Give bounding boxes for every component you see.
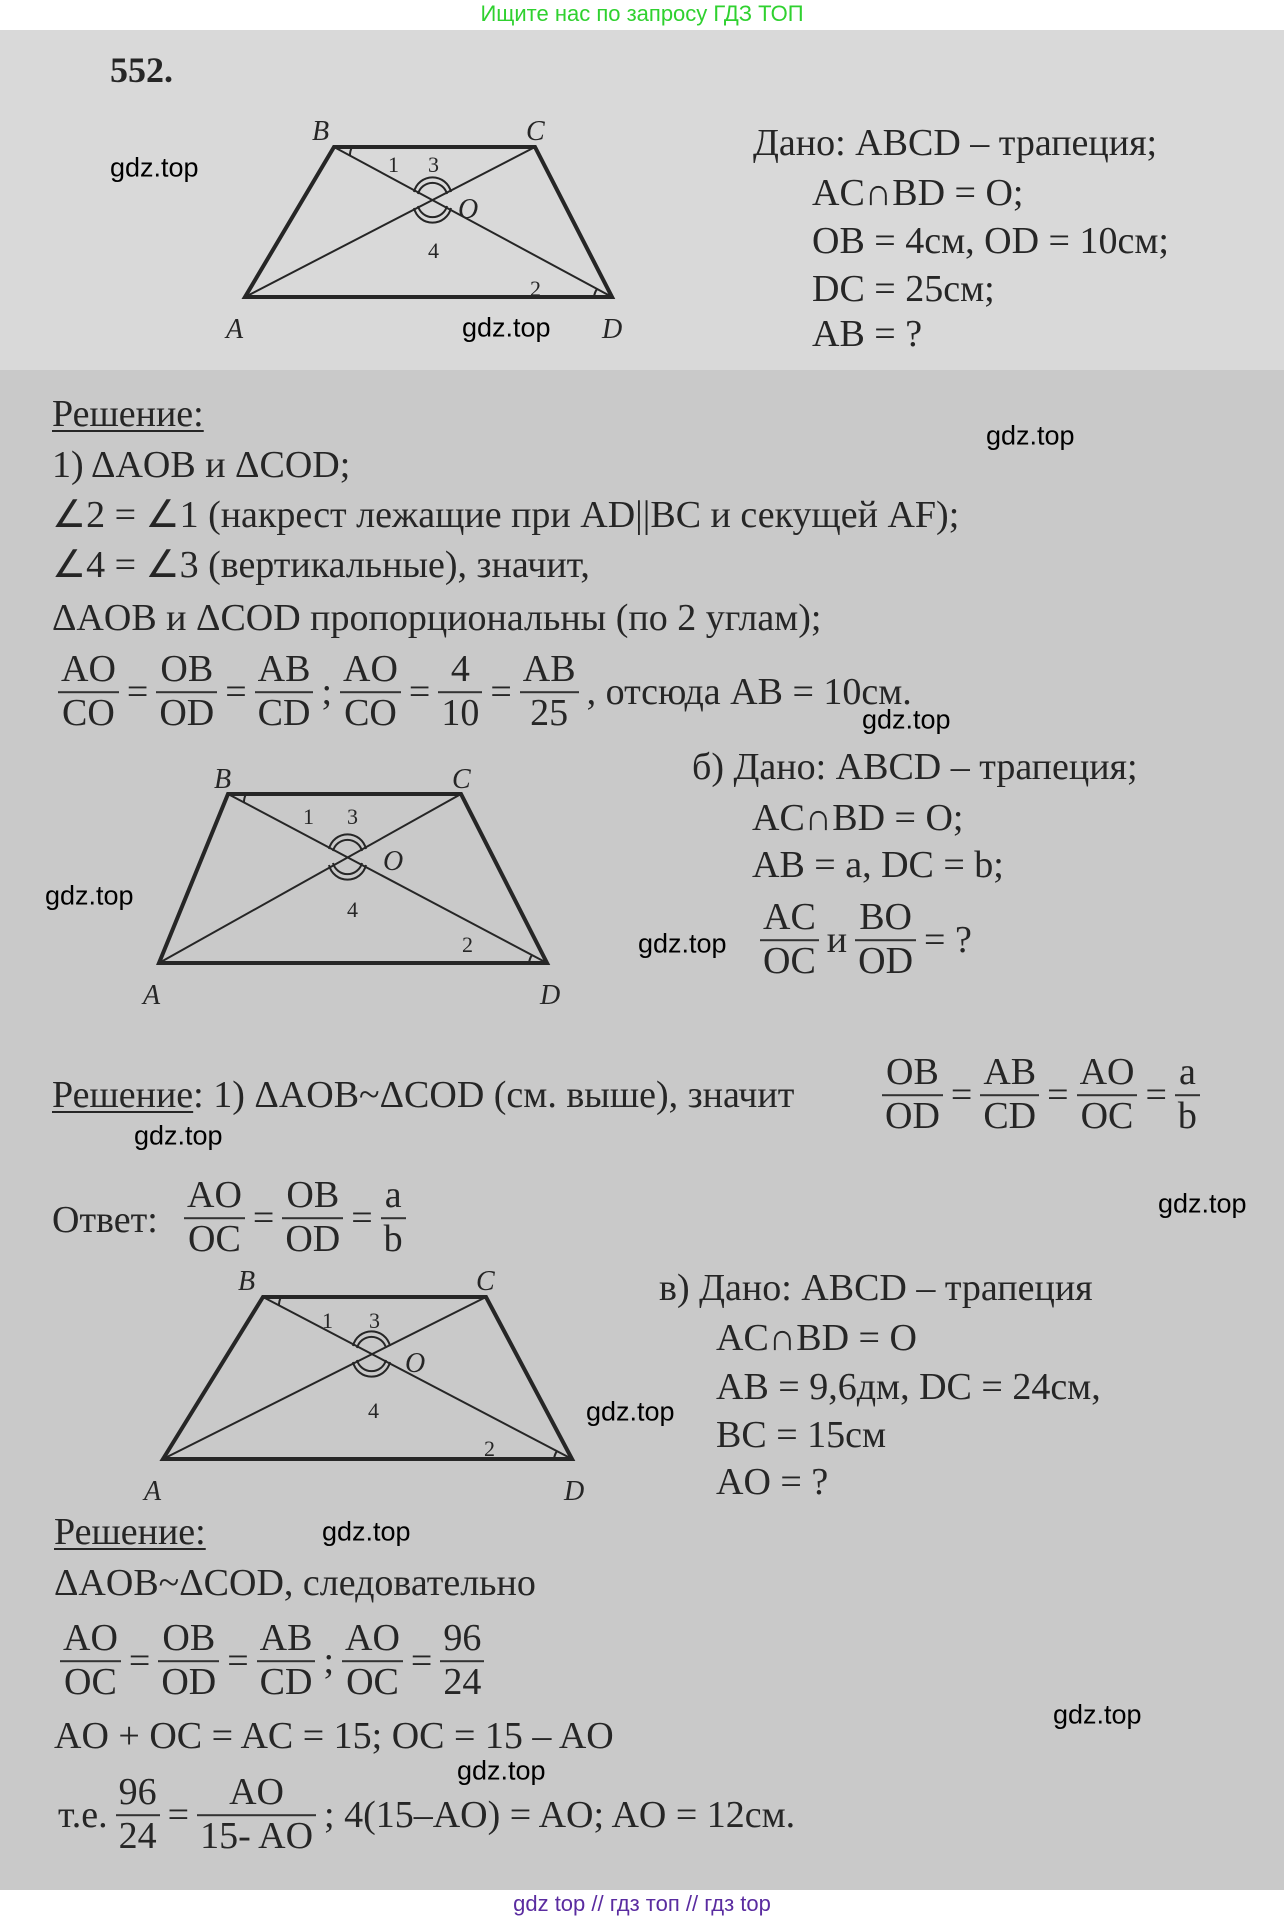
svg-text:D: D — [564, 1476, 585, 1507]
numerator: AO — [63, 1617, 118, 1660]
watermark: gdz.top — [1053, 1699, 1142, 1730]
watermark: gdz.top — [586, 1396, 675, 1427]
solution-a-line: ∠4 = ∠3 (вертикальные), значит, — [52, 544, 590, 586]
given-a-line: DC = 25см; — [812, 268, 995, 310]
solution-b-heading: Решение — [52, 1074, 194, 1116]
watermark: gdz.top — [110, 152, 199, 183]
given-c-line: AC∩BD = O — [716, 1317, 917, 1359]
svg-text:A: A — [144, 1476, 162, 1507]
math-operator: ; — [321, 671, 333, 713]
given-a-line: Дано: ABCD – трапеция; — [753, 122, 1158, 164]
given-a-line: AB = ? — [812, 313, 923, 355]
svg-text:O: O — [458, 194, 479, 225]
svg-text:4: 4 — [368, 1398, 379, 1423]
numerator: OB — [286, 1174, 340, 1217]
svg-text:D: D — [602, 314, 623, 345]
diagram-c — [163, 1297, 572, 1459]
numerator: 96 — [443, 1617, 482, 1660]
svg-text:4: 4 — [347, 897, 358, 922]
fraction — [381, 1175, 406, 1261]
solution-row-b — [878, 1052, 1204, 1138]
watermark: gdz.top — [986, 420, 1075, 451]
numerator: AO — [343, 648, 398, 691]
denominator: OC — [763, 940, 816, 982]
solution-a-line: ΔAOB и ΔCOD пропорциональны (по 2 углам); — [52, 597, 822, 639]
svg-text:2: 2 — [462, 932, 473, 957]
math-operator: = — [225, 671, 247, 713]
denominator: b — [1177, 1095, 1197, 1137]
svg-text:2: 2 — [530, 276, 541, 301]
fraction — [156, 649, 217, 735]
svg-text:A: A — [143, 980, 161, 1011]
fraction — [184, 1175, 245, 1261]
math-operator: = — [167, 1794, 190, 1836]
math-operator: = — [1047, 1074, 1069, 1116]
math-operator: = — [410, 1640, 433, 1682]
math-operator: = — [1145, 1074, 1167, 1116]
watermark: gdz.top — [45, 880, 134, 911]
ratio-row-c — [56, 1618, 488, 1704]
answer-row — [180, 1175, 410, 1261]
diagram-b-labels — [141, 764, 560, 1011]
denominator: OD — [159, 692, 215, 734]
math-operator: ; 4(15–AO) = AO; AO = 12см. — [324, 1794, 796, 1836]
svg-text:C: C — [526, 116, 545, 147]
given-a-line: OB = 4см, OD = 10см; — [812, 220, 1169, 262]
numerator: a — [1178, 1051, 1196, 1094]
fraction — [340, 649, 401, 735]
denominator: 10 — [441, 692, 480, 734]
numerator: OB — [886, 1051, 939, 1094]
numerator: AO — [1079, 1051, 1135, 1094]
numerator: AB — [259, 1617, 313, 1660]
svg-text:B: B — [312, 116, 330, 147]
numerator: AB — [522, 648, 576, 691]
numerator: AC — [763, 896, 816, 939]
header-banner[interactable]: Ищите нас по запросу ГДЗ ТОП — [480, 1, 804, 26]
denominator: OD — [285, 1218, 341, 1260]
watermark: gdz.top — [457, 1755, 546, 1786]
denominator: OC — [64, 1661, 117, 1703]
math-operator: = — [252, 1197, 275, 1239]
denominator: CO — [62, 692, 115, 734]
numerator: AB — [983, 1051, 1037, 1094]
math-operator: = — [950, 1074, 973, 1116]
svg-text:3: 3 — [369, 1308, 380, 1333]
svg-text:2: 2 — [484, 1436, 495, 1461]
svg-text:O: O — [383, 846, 404, 877]
watermark: gdz.top — [638, 928, 727, 959]
numerator: AO — [187, 1174, 242, 1217]
final-row-c — [54, 1772, 799, 1858]
math-operator: , отсюда AB = 10см. — [586, 671, 912, 713]
numerator: BO — [859, 896, 912, 939]
denominator: OD — [161, 1661, 217, 1703]
fraction — [342, 1618, 403, 1704]
math-operator: = ? — [924, 919, 972, 961]
given-b-line: б) Дано: ABCD – трапеция; — [692, 746, 1138, 788]
given-c-line: BC = 15см — [716, 1414, 887, 1456]
numerator: a — [384, 1174, 402, 1217]
svg-text:D: D — [540, 980, 561, 1011]
given-b-line: AB = a, DC = b; — [752, 844, 1004, 886]
denominator: CD — [983, 1095, 1037, 1137]
solution-a-line: 1) ΔAOB и ΔCOD; — [52, 444, 351, 486]
math-operator: = — [490, 671, 512, 713]
svg-text:O: O — [405, 1348, 426, 1379]
denominator: CD — [257, 692, 311, 734]
denominator: OD — [885, 1095, 940, 1137]
denominator: 25 — [530, 692, 569, 734]
watermark: gdz.top — [1158, 1188, 1247, 1219]
svg-text:1: 1 — [322, 1308, 333, 1333]
denominator: 24 — [443, 1661, 482, 1703]
fraction — [760, 897, 819, 983]
denominator: OC — [188, 1218, 241, 1260]
fraction — [158, 1618, 219, 1704]
svg-text:3: 3 — [347, 804, 358, 829]
watermark: gdz.top — [134, 1120, 223, 1151]
denominator: 24 — [118, 1815, 157, 1857]
fraction — [855, 897, 916, 983]
math-operator: = — [351, 1197, 373, 1239]
fraction — [440, 1618, 484, 1704]
svg-text:B: B — [238, 1266, 256, 1297]
ratio-row-a — [54, 649, 916, 735]
question-row-b — [756, 897, 976, 983]
numerator: OB — [160, 648, 214, 691]
answer-label: Ответ: — [52, 1199, 158, 1241]
given-c-line: AB = 9,6дм, DC = 24см, — [716, 1366, 1101, 1408]
solution-c-heading: Решение: — [54, 1511, 206, 1553]
math-operator: = — [126, 671, 149, 713]
svg-text:C: C — [452, 764, 471, 795]
svg-text:4: 4 — [428, 238, 439, 263]
fraction — [116, 1772, 160, 1858]
fraction — [60, 1618, 121, 1704]
fraction — [58, 649, 119, 735]
numerator: AO — [345, 1617, 400, 1660]
watermark: gdz.top — [862, 704, 951, 735]
solution-b-statement: : 1) ΔAOB~ΔCOD (см. выше), значит — [193, 1074, 795, 1116]
fraction — [1175, 1052, 1200, 1138]
denominator: OC — [346, 1661, 399, 1703]
given-a-line: AC∩BD = O; — [812, 172, 1024, 214]
numerator: AB — [257, 648, 311, 691]
denominator: CO — [344, 692, 397, 734]
fraction — [438, 649, 482, 735]
problem-number: 552. — [110, 50, 173, 90]
svg-text:1: 1 — [303, 804, 314, 829]
math-operator: т.е. — [58, 1794, 108, 1836]
fraction — [282, 1175, 343, 1261]
numerator: 96 — [118, 1771, 157, 1814]
denominator: 15- AO — [200, 1815, 314, 1857]
fraction — [980, 1052, 1039, 1138]
svg-text:1: 1 — [388, 152, 399, 177]
watermark: gdz.top — [322, 1516, 411, 1547]
denominator: CD — [259, 1661, 313, 1703]
solution-c-line: AO + OC = AC = 15; OC = 15 – AO — [54, 1715, 614, 1757]
denominator: b — [383, 1218, 403, 1260]
footer-links[interactable]: gdz top // гдз топ // гдз top — [513, 1891, 771, 1916]
numerator: 4 — [450, 648, 470, 691]
math-operator: и — [826, 919, 848, 961]
watermark: gdz.top — [462, 312, 551, 343]
given-c-line: AO = ? — [716, 1461, 829, 1503]
numerator: AO — [61, 648, 116, 691]
math-operator: = — [128, 1640, 151, 1682]
solution-c-line: ΔAOB~ΔCOD, следовательно — [54, 1562, 536, 1604]
math-operator: = — [408, 671, 431, 713]
fraction — [520, 649, 579, 735]
math-operator: ; — [323, 1640, 335, 1682]
fraction — [257, 1618, 316, 1704]
fraction — [882, 1052, 943, 1138]
given-b-line: AC∩BD = O; — [752, 797, 964, 839]
denominator: OC — [1080, 1095, 1134, 1137]
fraction — [1077, 1052, 1138, 1138]
svg-text:B: B — [214, 764, 232, 795]
denominator: OD — [858, 940, 914, 982]
numerator: OB — [162, 1617, 216, 1660]
solution-a-line: ∠2 = ∠1 (накрест лежащие при AD||BC и секущей AF); — [52, 494, 960, 536]
svg-text:A: A — [226, 314, 244, 345]
svg-text:3: 3 — [428, 152, 439, 177]
given-c-line: в) Дано: ABCD – трапеция — [659, 1267, 1093, 1309]
fraction — [255, 649, 314, 735]
fraction — [197, 1772, 316, 1858]
solution-b-text — [52, 1076, 794, 1114]
svg-text:C: C — [476, 1266, 495, 1297]
numerator: AO — [229, 1771, 284, 1814]
math-operator: = — [227, 1640, 249, 1682]
solution-a-heading: Решение: — [52, 393, 204, 435]
